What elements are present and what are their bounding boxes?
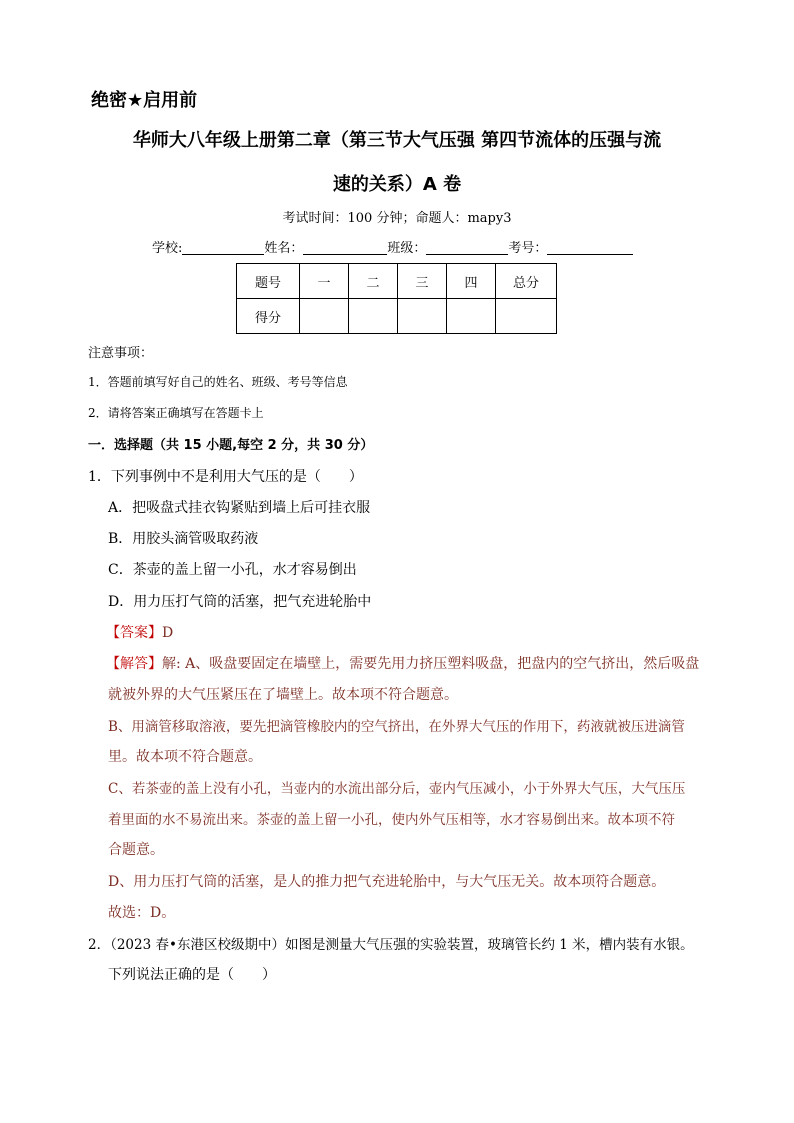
- notice-item-1: 1．答题前填写好自己的姓名、班级、考号等信息: [88, 375, 348, 389]
- question-1-option-a: A．把吸盘式挂衣钩紧贴到墙上后可挂衣服: [108, 500, 371, 516]
- analysis-label: 【解答】: [106, 656, 162, 672]
- question-2-stem-line2: 下列说法正确的是（ ）: [108, 967, 276, 983]
- name-blank[interactable]: [303, 239, 387, 255]
- table-cell: 一: [300, 264, 349, 299]
- answer-label: 【答案】: [106, 625, 162, 641]
- exam-info: 考试时间：100 分钟；命题人：mapy3: [282, 211, 512, 226]
- table-cell: 四: [447, 264, 496, 299]
- exam-no-blank[interactable]: [547, 239, 633, 255]
- question-1-stem: 1．下列事例中不是利用大气压的是（ ）: [88, 469, 363, 485]
- analysis-line-b1: B、用滴管移取溶液，要先把滴管橡胶内的空气挤出，在外界大气压的作用下，药液就被压进滴管: [108, 719, 685, 735]
- class-blank[interactable]: [426, 239, 508, 255]
- section-heading: 一．选择题（共 15 小题,每空 2 分，共 30 分）: [88, 438, 374, 453]
- analysis-line-c2: 着里面的水不易流出来。茶壶的盖上留一小孔，使内外气压相等，水才容易倒出来。故本项不符: [108, 812, 675, 828]
- table-cell: 题号: [237, 264, 300, 299]
- score-table: [236, 263, 557, 334]
- score-cell[interactable]: [300, 299, 349, 334]
- question-1-option-c: C．茶壶的盖上留一小孔，水才容易倒出: [108, 562, 357, 578]
- school-blank[interactable]: [182, 239, 264, 255]
- name-label: 姓名：: [264, 241, 304, 256]
- analysis-line-a1: [106, 653, 699, 673]
- analysis-conclusion: 故选：D。: [108, 905, 176, 921]
- confidential-label: 绝密★启用前: [91, 90, 198, 111]
- score-cell[interactable]: [496, 299, 557, 334]
- analysis-line-a2: 就被外界的大气压紧压在了墙壁上。故本项不符合题意。: [108, 687, 458, 703]
- answer-line: [106, 622, 173, 642]
- analysis-text: 解: A、吸盘要固定在墙壁上，需要先用力挤压塑料吸盘，把盘内的空气挤出，然后吸盘: [162, 656, 700, 672]
- exam-no-label: 考号：: [508, 241, 548, 256]
- school-label: 学校:: [152, 241, 183, 256]
- notice-title: 注意事项：: [88, 346, 154, 361]
- score-cell[interactable]: [349, 299, 398, 334]
- table-row: [237, 299, 557, 334]
- analysis-line-b2: 里。故本项不符合题意。: [108, 749, 262, 765]
- table-cell: 三: [398, 264, 447, 299]
- table-row: [237, 264, 557, 299]
- class-label: 班级：: [387, 241, 427, 256]
- analysis-line-d1: D、用力压打气筒的活塞，是人的推力把气充进轮胎中，与大气压无关。故本项符合题意。: [108, 874, 666, 890]
- exam-title-line2: 速的关系）A 卷: [332, 174, 462, 195]
- table-cell: 二: [349, 264, 398, 299]
- score-cell[interactable]: [398, 299, 447, 334]
- question-2-stem-line1: 2．（2023 春•东港区校级期中）如图是测量大气压强的实验装置，玻璃管长约 1 米，槽内装有水银。: [88, 937, 694, 953]
- analysis-line-c3: 合题意。: [108, 842, 164, 858]
- question-1-option-d: D．用力压打气筒的活塞，把气充进轮胎中: [108, 594, 372, 610]
- notice-item-2: 2．请将答案正确填写在答题卡上: [88, 406, 264, 420]
- score-cell[interactable]: [447, 299, 496, 334]
- question-1-option-b: B．用胶头滴管吸取药液: [108, 531, 259, 547]
- student-info-fields: [152, 237, 633, 256]
- answer-value: D: [162, 625, 174, 641]
- table-cell: 得分: [237, 299, 300, 334]
- exam-title-line1: 华师大八年级上册第二章（第三节大气压强 第四节流体的压强与流: [132, 130, 662, 151]
- table-cell: 总分: [496, 264, 557, 299]
- analysis-line-c1: C、若茶壶的盖上没有小孔，当壶内的水流出部分后，壶内气压减小，小于外界大气压，大气压压: [108, 781, 686, 797]
